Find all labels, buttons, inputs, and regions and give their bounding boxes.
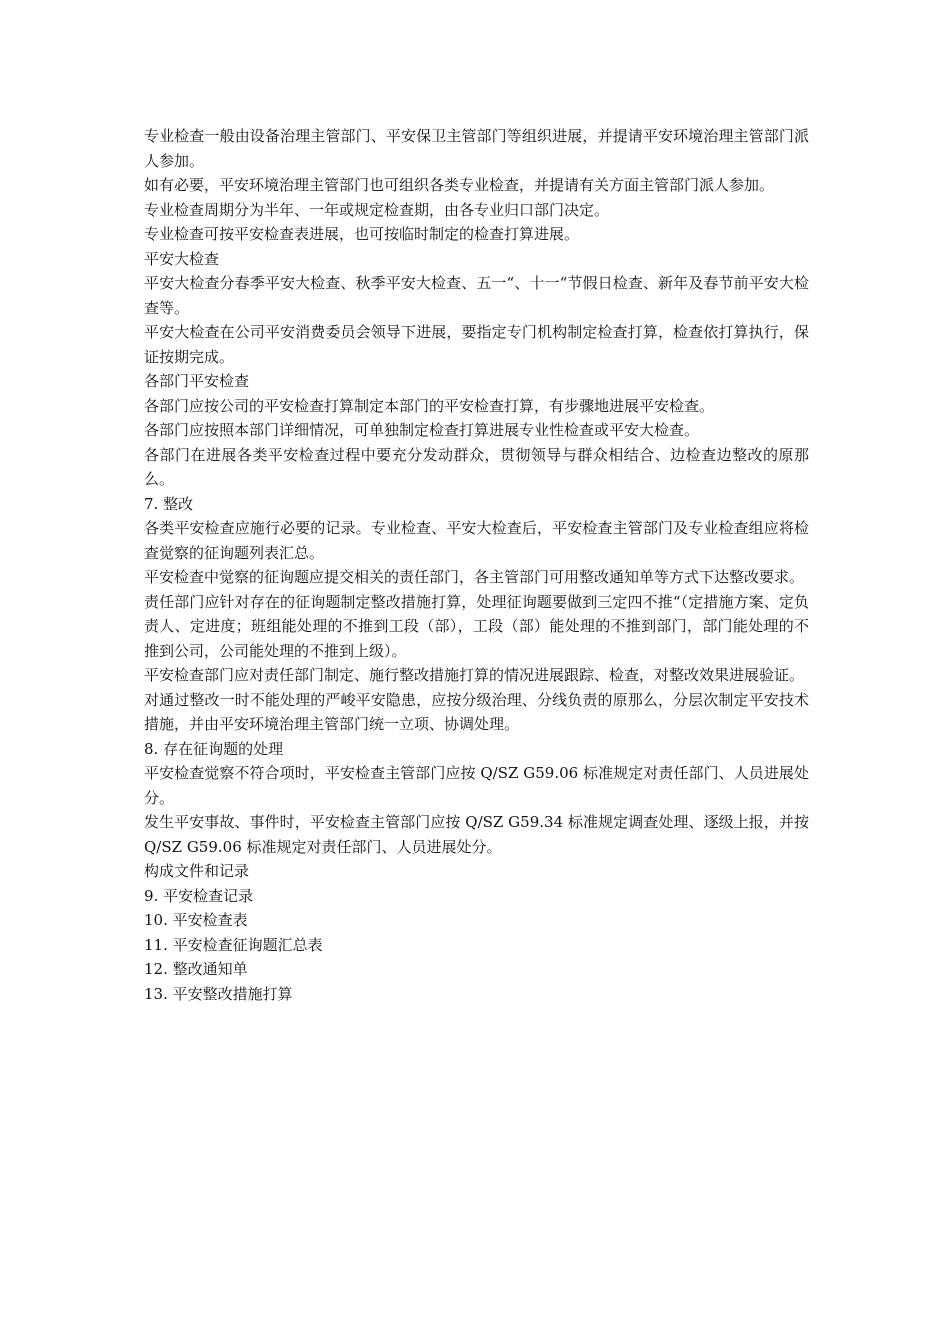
list-item-inspection-table: 10. 平安检查表: [144, 911, 248, 929]
paragraph-rectification-hazard: 对通过整改一时不能处理的严峻平安隐患，应按分级治理、分线负责的原那么，分层次制定平安技术措施，并由平安环境治理主管部门统一立项、协调处理。: [144, 690, 809, 733]
paragraph-rectification-tracking: 平安检查部门应对责任部门制定、施行整改措施打算的情况进展跟踪、检查，对整改效果进展验证。: [144, 666, 805, 684]
paragraph-department-plan: 各部门应按公司的平安检查打算制定本部门的平安检查打算，有步骤地进展平安检查。: [144, 396, 715, 415]
paragraph-rectification-records: 各类平安检查应施行必要的记录。专业检查、平安大检查后，平安检查主管部门及专业检查组应将检查觉察的征询题列表汇总。: [144, 519, 809, 562]
paragraph-major-inspection-types: 平安大检查分春季平安大检查、秋季平安大检查、五一“、十一“节假日检查、新年及春节前平安大检查等。: [144, 274, 809, 317]
list-item-rectification-notice: 12. 整改通知单: [144, 960, 248, 978]
paragraph-rectification-submit: 平安检查中觉察的征询题应提交相关的责任部门，各主管部门可用整改通知单等方式下达整改要求。: [144, 568, 805, 586]
paragraph-accident-handling: 发生平安事故、事件时，平安检查主管部门应按 Q/SZ G59.34 标准规定调查处理、逐级上报，并按 Q/SZ G59.06 标准规定对责任部门、人员进展处分。: [144, 813, 809, 856]
paragraph-professional-check-organizer: 专业检查一般由设备治理主管部门、平安保卫主管部门等组织进展，并提请平安环境治理主管部门派人参加。: [144, 127, 809, 170]
paragraph-professional-check-method: 专业检查可按平安检查表进展，也可按临时制定的检查打算进展。: [144, 225, 580, 243]
paragraph-major-inspection-leadership: 平安大检查在公司平安消费委员会领导下进展，要指定专门机构制定检查打算，检查依打算执行，保证按期完成。: [144, 323, 809, 366]
section-heading-problem-handling: 8. 存在征询题的处理: [144, 739, 284, 758]
paragraph-nonconformity: 平安检查觉察不符合项时，平安检查主管部门应按 Q/SZ G59.06 标准规定对责任部门、人员进展处分。: [144, 764, 809, 807]
list-item-inspection-record: 9. 平安检查记录: [144, 886, 254, 905]
list-item-rectification-plan: 13. 平安整改措施打算: [144, 984, 293, 1003]
paragraph-professional-check-period: 专业检查周期分为半年、一年或规定检查期，由各专业归口部门决定。: [144, 200, 610, 219]
section-heading-department-inspection: 各部门平安检查: [144, 372, 250, 390]
section-heading-major-inspection: 平安大检查: [144, 249, 220, 268]
document-body: [144, 124, 809, 1006]
paragraph-department-mobilize: 各部门在进展各类平安检查过程中要充分发动群众，贯彻领导与群众相结合、边检查边整改的原那么。: [144, 445, 809, 488]
paragraph-rectification-plan: 责任部门应针对存在的征询题制定整改措施打算，处理征询题要做到三定四不推“（定措施方案、定负责人、定进度；班组能处理的不推到工段（部），工段（部）能处理的不推到部门，部门能处理的不推到公司，公司能处理的不推到上级）。: [144, 592, 809, 660]
paragraph-department-specific: 各部门应按照本部门详细情况，可单独制定检查打算进展专业性检查或平安大检查。: [144, 421, 700, 439]
section-heading-rectification: 7. 整改: [144, 494, 194, 513]
section-heading-documents-records: 构成文件和记录: [144, 862, 250, 880]
list-item-problem-summary: 11. 平安检查征询题汇总表: [144, 935, 323, 954]
paragraph-professional-check-optional: 如有必要，平安环境治理主管部门也可组织各类专业检查，并提请有关方面主管部门派人参加。: [144, 176, 775, 194]
